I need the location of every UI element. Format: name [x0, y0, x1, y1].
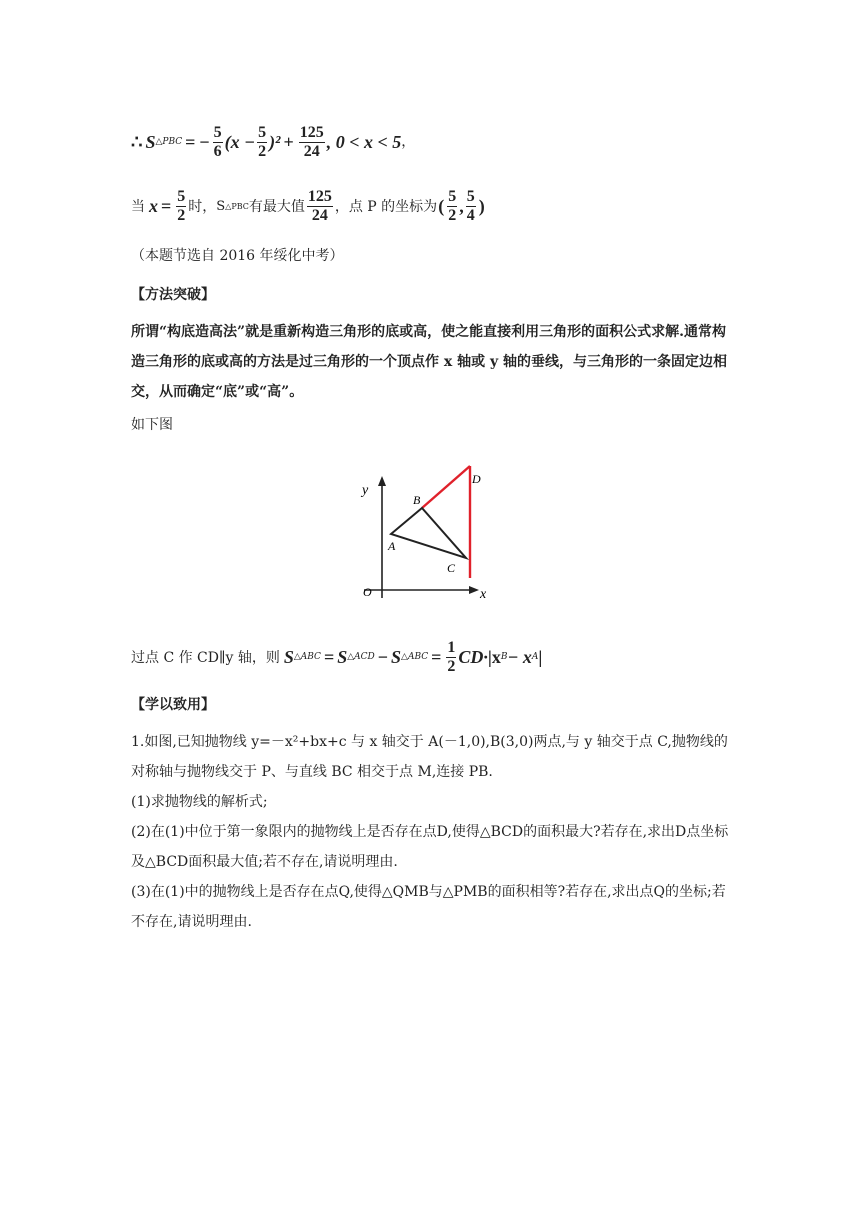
method-heading: 【方法突破】 — [131, 287, 215, 303]
paren-close: )² — [269, 131, 281, 152]
y-axis-arrow — [378, 476, 386, 486]
cd-prefix: 过点 C 作 CD∥y 轴，则 — [131, 650, 280, 666]
sub-abc: △ABC — [293, 652, 321, 662]
therefore-symbol: ∴ — [131, 131, 143, 152]
equals-sign-2: = — [161, 195, 172, 216]
question-3: (3)在(1)中的抛物线上是否存在点Q,使得△QMB与△PMB的面积相等?若存在,求出点Q的坐标;若不存在,请说明理由. — [131, 884, 726, 930]
x-var: x — [149, 195, 158, 216]
lparen: ( — [438, 195, 445, 216]
area-symbol: S — [145, 131, 156, 152]
fraction-5-6: $\frac{5}{6}$ — [213, 123, 222, 160]
equals-3: = — [323, 646, 335, 667]
abs-open: |x — [487, 646, 501, 667]
fraction-px: $\frac{5}{2}$ — [448, 187, 457, 224]
sub-xb: B — [500, 652, 508, 662]
equals-sign: = — [185, 131, 196, 152]
x-axis-arrow — [469, 586, 479, 594]
label-x: x — [480, 587, 487, 602]
abs-close: | — [538, 646, 543, 667]
problem-stem: 1.如图,已知抛物线 y=－x²+bx+c 与 x 轴交于 A(－1,0),B(3,0)两点,与 y 轴交于点 C,抛物线的对称轴与抛物线交于 P、与直线 BC 相交于点 M,连接 PB. — [131, 734, 728, 780]
minus-sign: − — [199, 131, 210, 152]
cd-term: CD· — [458, 646, 488, 667]
sub-acd: △ACD — [347, 652, 375, 662]
plus-sign: + — [283, 131, 294, 152]
fraction-125-24: $\frac{125}{24}$ — [299, 123, 324, 160]
label-c: C — [447, 561, 456, 575]
cd-formula-line — [131, 637, 542, 677]
area-formula-line — [131, 122, 415, 162]
question-1: (1)求抛物线的解析式; — [131, 794, 268, 810]
range-condition: , 0 < x < 5 — [326, 131, 402, 152]
coord-comma: , — [459, 195, 464, 216]
area-subscript: △PBC — [155, 137, 183, 147]
paren-open: (x − — [224, 131, 256, 152]
fraction-x-5-2: $\frac{5}{2}$ — [177, 187, 186, 224]
fraction-py: $\frac{5}{4}$ — [466, 187, 475, 224]
fraction-half: $\frac{1}{2}$ — [447, 638, 456, 675]
s-abc-2: S — [391, 646, 402, 667]
fraction-max-125-24: $\frac{125}{24}$ — [307, 187, 332, 224]
max-value-line — [131, 186, 486, 226]
method-paragraph: 所谓“构底造高法”就是重新构造三角形的底或高，使之能直接利用三角形的面积公式求解.通常构造三角形的底或高的方法是过三角形的一个顶点作 x 轴或 y 轴的垂线，与三角形的一条固定边相交，从而确定“底”或“高”。 — [131, 324, 727, 400]
rparen: ) — [478, 195, 485, 216]
triangle-figure — [350, 448, 510, 608]
s-abc: S — [283, 646, 294, 667]
when-text: 当 — [131, 199, 145, 215]
source-note: （本题节选自 2016 年绥化中考） — [131, 248, 344, 264]
trailing-comma: ， — [401, 134, 416, 150]
coordinate-text: ，点 P 的坐标为 — [334, 199, 438, 215]
area-subscript-2: △PBC — [225, 201, 249, 211]
question-2: (2)在(1)中位于第一象限内的抛物线上是否存在点D,使得△BCD的面积最大?若存在,求出D点坐标及△BCD面积最大值;若不存在,请说明理由. — [131, 824, 729, 870]
as-figure-caption: 如下图 — [131, 417, 173, 433]
s-acd: S — [337, 646, 348, 667]
label-a: A — [388, 539, 396, 553]
triangle-abc — [391, 508, 466, 558]
equals-4: = — [431, 646, 442, 667]
fraction-5-2: $\frac{5}{2}$ — [258, 123, 267, 160]
time-text: 时， — [188, 199, 217, 215]
sub-xa: A — [531, 652, 539, 662]
sub-abc-2: △ABC — [401, 652, 429, 662]
label-d: D — [472, 472, 481, 486]
minus-xa: − x — [507, 646, 532, 667]
label-y: y — [362, 483, 369, 498]
practice-heading: 【学以致用】 — [131, 697, 215, 713]
max-value-text: 有最大值 — [248, 199, 305, 215]
label-o: O — [363, 585, 372, 599]
area-symbol-2: S — [216, 198, 226, 214]
label-b: B — [413, 493, 421, 507]
minus-3: − — [377, 646, 389, 667]
segment-bd — [422, 466, 470, 508]
